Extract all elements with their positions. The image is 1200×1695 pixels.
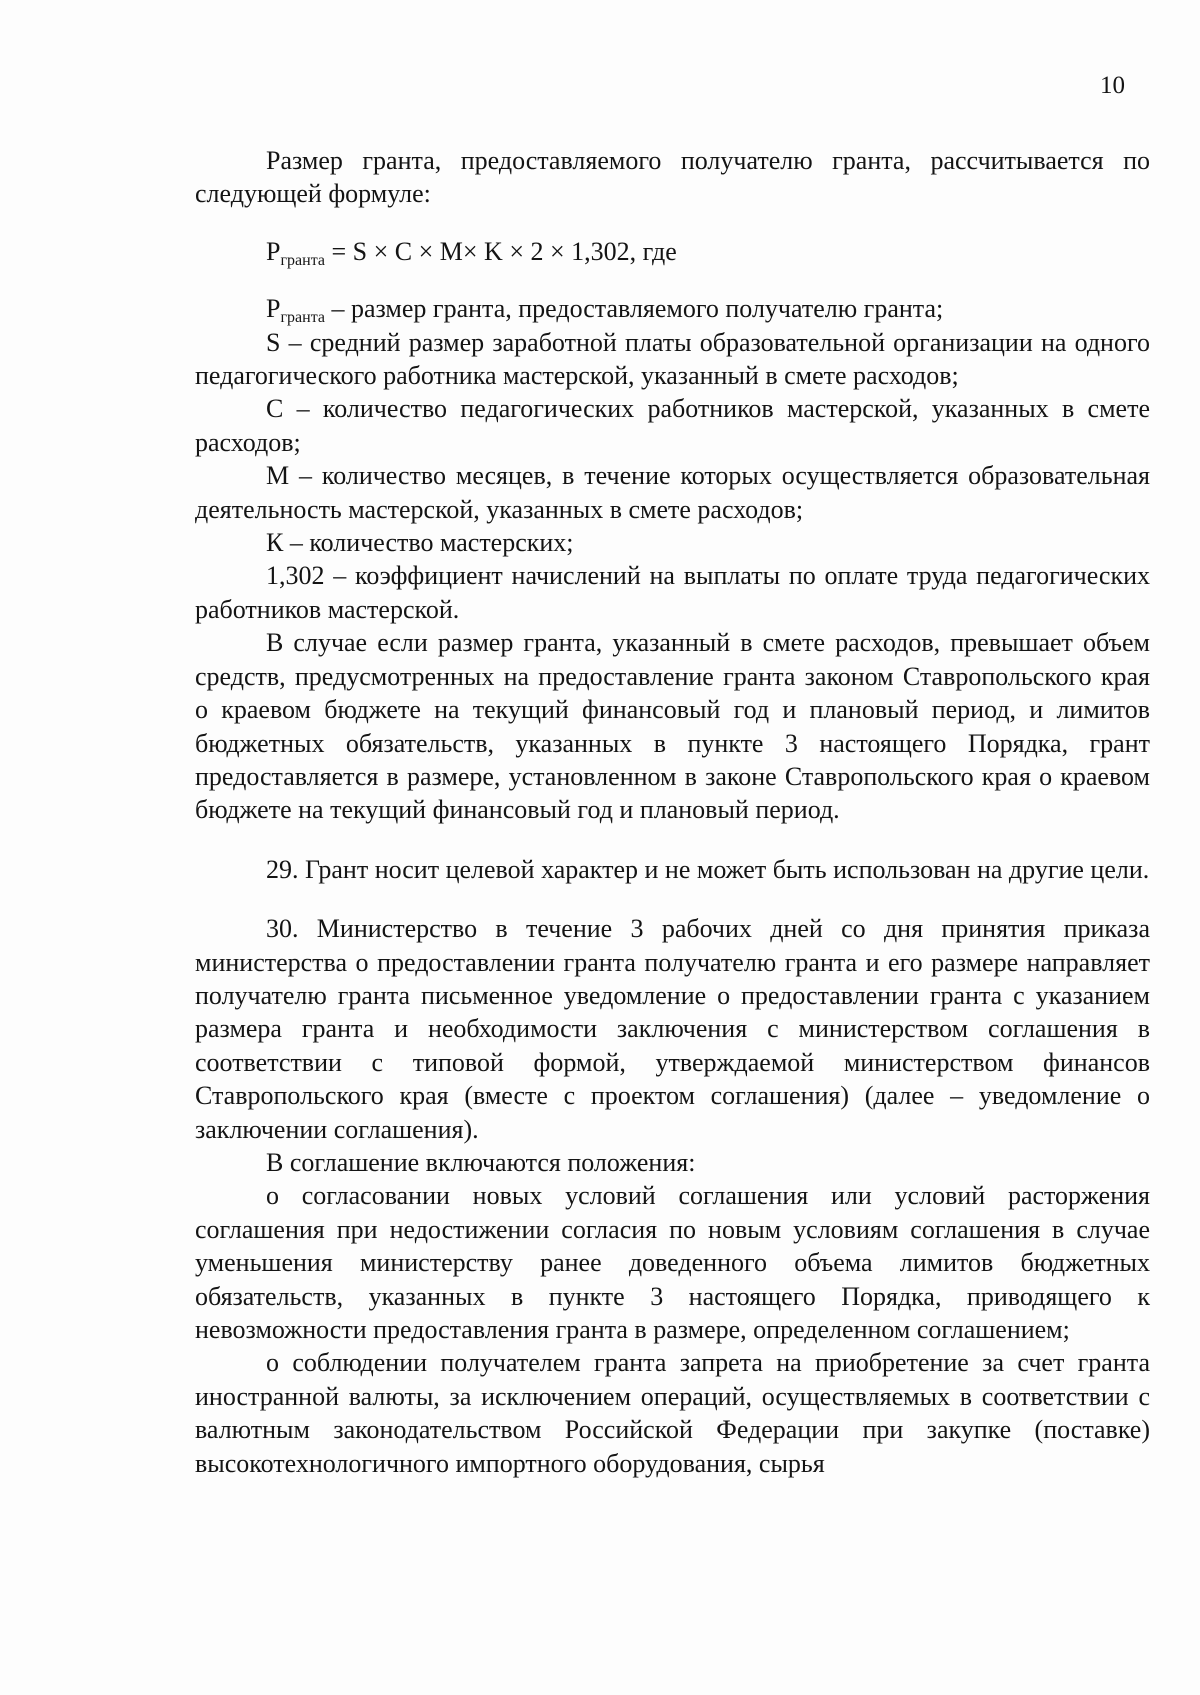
paragraph-agreement-intro: В соглашение включаются положения:	[266, 1147, 696, 1177]
definition-m: М – количество месяцев, в течение которых осуществляется образовательная деятельность мастерской, указанных в смете расходов;	[195, 461, 1150, 524]
spacer	[195, 211, 1150, 235]
formula-symbol: P	[266, 236, 281, 266]
paragraph-limit: В случае если размер гранта, указанный в смете расходов, превышает объем средств, предусмотренных на предоставление гранта законом Ставропольского края о краевом бюджете на текущий финансовый год и плановый период, и лимитов бюджетных обязательств, указанных в пункте 3 настоящего Порядка, грант предоставляется в размере, установленном в законе Ставропольского края о краевом бюджете на текущий финансовый год и плановый период.	[195, 628, 1150, 825]
paragraph-agreement-2: о соблюдении получателем гранта запрета на приобретение за счет гранта иностранной валюты, за исключением операций, осуществляемых в соответствии с валютным законодательством Российской Федерации при закупке (поставке) высокотехнологичного импортного оборудования, сырья	[195, 1348, 1150, 1478]
document-body	[195, 144, 1150, 1480]
definition-coefficient: 1,302 – коэффициент начислений на выплаты по оплате труда педагогических работников мастерской.	[195, 561, 1150, 624]
definition-s: S – средний размер заработной платы образовательной организации на одного педагогического работника мастерской, указанный в смете расходов;	[195, 327, 1150, 391]
definition-c: С – количество педагогических работников мастерской, указанных в смете расходов;	[195, 394, 1150, 457]
grant-formula	[195, 235, 1150, 268]
spacer	[195, 886, 1150, 912]
definition-p-subscript: гранта	[280, 309, 325, 327]
paragraph-intro: Размер гранта, предоставляемого получателю гранта, рассчитывается по следующей формуле:	[195, 146, 1150, 209]
paragraph-agreement-1: о согласовании новых условий соглашения или условий расторжения соглашения при недостижении согласия по новым условиям соглашения в случае уменьшения министерству ранее доведенного объема лимитов бюджетных обязательств, указанных в пункте 3 настоящего Порядка, приводящего к невозможности предоставления гранта в размере, определенном соглашением;	[195, 1181, 1150, 1344]
formula-subscript: гранта	[280, 251, 325, 269]
spacer	[195, 827, 1150, 853]
page-number: 10	[1100, 72, 1125, 99]
spacer	[195, 268, 1150, 292]
definition-p-text: – размер гранта, предоставляемого получателю гранта;	[324, 294, 944, 324]
definition-p: $P_{гранта}$ – размер гранта, предоставляемого получателю гранта;	[266, 294, 944, 327]
formula-expression: = S × C × M× K × 2 × 1,302, где	[324, 236, 677, 266]
paragraph-item-30: 30. Министерство в течение 3 рабочих дней со дня принятия приказа министерства о предоставлении гранта получателю гранта и его размере направляет получателю гранта письменное уведомление о предоставлении гранта с указанием размера гранта и необходимости заключения с министерством соглашения в соответствии с типовой формой, утверждаемой министерством финансов Ставропольского края (вместе с проектом соглашения) (далее – уведомление о заключении соглашения).	[195, 914, 1150, 1144]
paragraph-item-29: 29. Грант носит целевой характер и не может быть использован на другие цели.	[266, 854, 1150, 884]
definition-k: К – количество мастерских;	[266, 528, 574, 558]
